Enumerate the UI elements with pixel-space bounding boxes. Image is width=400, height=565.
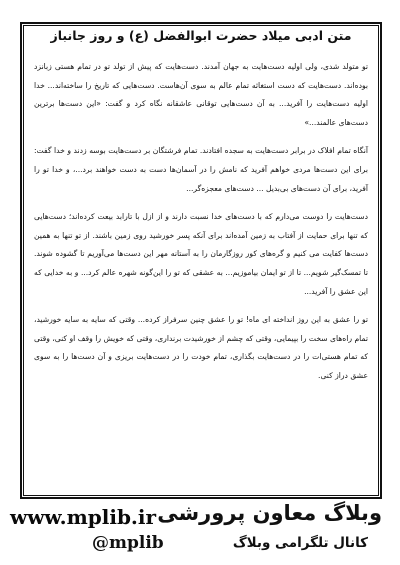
telegram-channel-label: کانال تلگرامی وبلاگ xyxy=(232,535,368,551)
document-body xyxy=(34,58,368,386)
paragraph-3: دست‌هایت را دوست می‌دارم که با دست‌های خدا نسبت دارند و از ازل با تارابد بیعت کرده‌اند؛ دست‌هایی که تنها برای حمایت از آفتاب به زمین آمده‌اند برای آنکه پسر خورشید روی زمین باشند. از تو تنها به همین دست‌ها کفایت می کنیم و گره‌های کور روزگارمان را به آستانه مهر این دست‌ها می‌آوریم تا گشوده شوند. تا تمسک‌گیر شویم... تا از تو ایمان بیاموزیم... به عشقی که تو را این‌گونه شهره عالم کرد... و به خدایی که این عشق را آفرید... xyxy=(34,212,368,296)
website-url[interactable]: www.mplib.ir xyxy=(10,505,157,529)
telegram-handle[interactable]: @mplib xyxy=(92,533,164,553)
paragraph-1: تو متولد شدی، ولی اولیه دست‌هایت به جهان آمدند. دست‌هایت که پیش از تولد تو در تمام هستی زبانزد بوده‌اند. دست‌هایت که دست استغاثه تمام عالم به سوی آن‌هاست. دست‌هایی که تاریخ را ساخته‌اند... خدا اولیه دست‌هایت را آفرید... به آن دست‌هایی توقانی عاشقانه نگاه کرد و گفت: «این دست‌ها برترین دست‌های عالمند...» xyxy=(34,62,368,127)
paragraph-4: تو را عشق به این روز انداخته ای ماه! تو را عشق چنین سرفراز کرده... وقتی که سایه به سایه خورشید، تمام راه‌های سخت را بپیمایی، وقتی که چشم از خورشیدت برنداری، وقتی که خویش را وقف او کنی، وقتی که تمام هستی‌ات را در دست‌هایت بگذاری، تمام خودت را در دست‌هایت بریزی و آن دست‌ها را به سوی عشق دراز کنی. xyxy=(34,315,368,380)
document-title: متن ادبی میلاد حضرت ابوالفضل (ع) و روز جانباز xyxy=(50,28,352,43)
paragraph-2: آنگاه تمام افلاک در برابر دست‌هایت به سجده افتادند. تمام فرشتگان بر دست‌هایت بوسه زدند و خدا گفت: برای این دست‌ها مردی خواهم آفرید که نامش را در آسمان‌ها دست به دست خواهند برد...، و خدا تو را آفرید، برای آن دست‌های بی‌بدیل ... دست‌های معجزه‌گر... xyxy=(34,146,368,193)
blog-name: وبلاگ معاون پرورشی xyxy=(157,501,382,525)
footer-banner xyxy=(0,495,400,565)
